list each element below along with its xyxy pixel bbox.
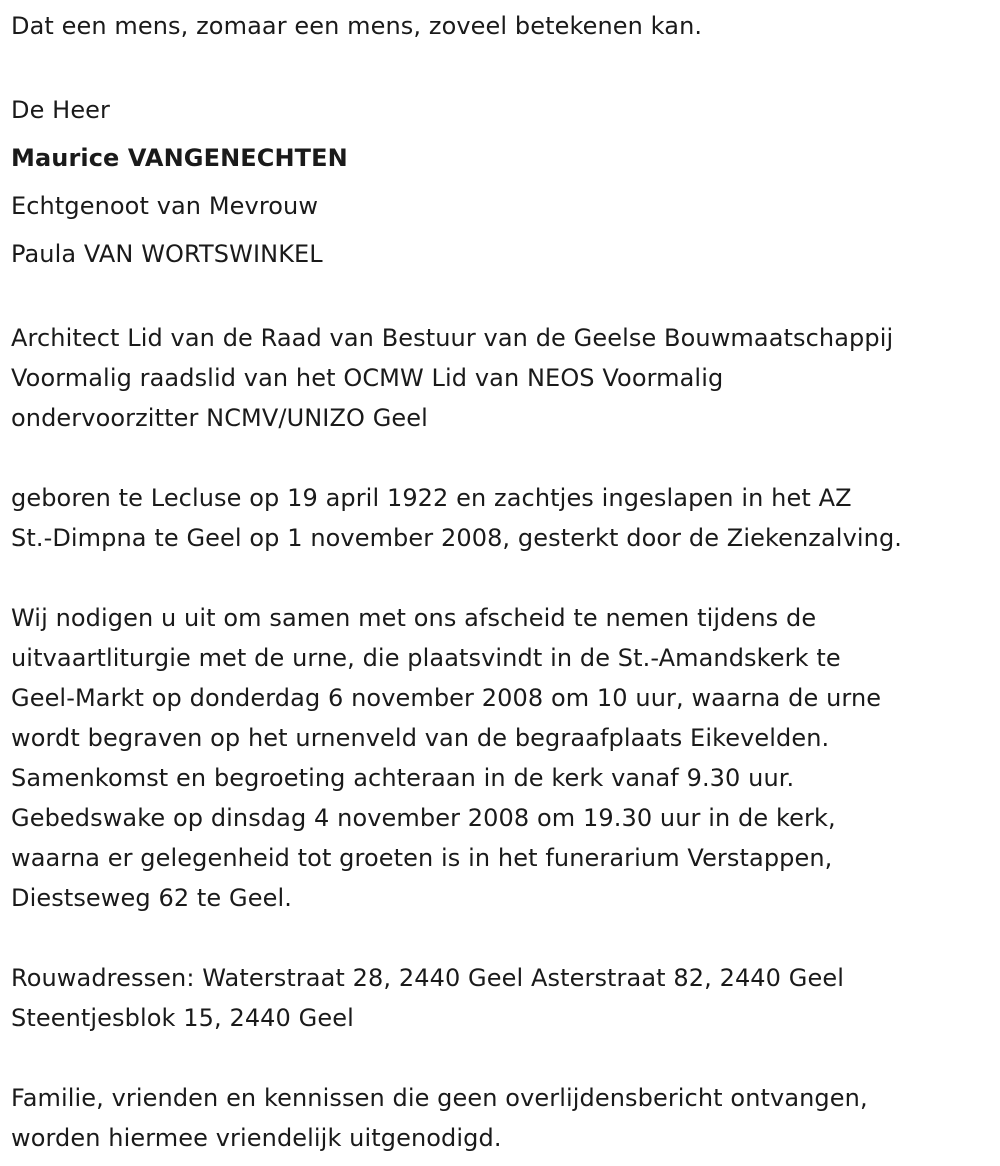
- addresses-block: [11, 958, 991, 1038]
- address-line: Rouwadressen: Waterstraat 28, 2440 Geel Asterstraat 82, 2440 Geel: [11, 964, 844, 992]
- functions-line: ondervoorzitter NCMV/UNIZO Geel: [11, 404, 428, 432]
- invitation-line: wordt begraven op het urnenveld van de begraafplaats Eikevelden.: [11, 724, 830, 752]
- invitation-line: uitvaartliturgie met de urne, die plaatsvindt in de St.-Amandskerk te: [11, 644, 841, 672]
- closing-line: worden hiermee vriendelijk uitgenodigd.: [11, 1124, 502, 1152]
- functions-line: Architect Lid van de Raad van Bestuur van de Geelse Bouwmaatschappij: [11, 324, 894, 352]
- motto-text: Dat een mens, zomaar een mens, zoveel betekenen kan.: [11, 12, 703, 40]
- spouse-label: Echtgenoot van Mevrouw: [11, 192, 319, 220]
- functions-line: Voormalig raadslid van het OCMW Lid van NEOS Voormalig: [11, 364, 724, 392]
- invitation-line: Geel-Markt op donderdag 6 november 2008 om 10 uur, waarna de urne: [11, 684, 882, 712]
- obituary-document: [11, 6, 991, 1158]
- birth-death-line: St.-Dimpna te Geel op 1 november 2008, gesterkt door de Ziekenzalving.: [11, 524, 903, 552]
- header-block: [11, 86, 991, 278]
- address-line: Steentjesblok 15, 2440 Geel: [11, 1004, 354, 1032]
- closing-line: Familie, vrienden en kennissen die geen overlijdensbericht ontvangen,: [11, 1084, 868, 1112]
- title-prefix: De Heer: [11, 96, 111, 124]
- invitation-line: Samenkomst en begroeting achteraan in de kerk vanaf 9.30 uur.: [11, 764, 795, 792]
- invitation-line: Wij nodigen u uit om samen met ons afscheid te nemen tijdens de: [11, 604, 817, 632]
- closing-block: [11, 1078, 991, 1158]
- invitation-line: waarna er gelegenheid tot groeten is in het funerarium Verstappen,: [11, 844, 833, 872]
- birth-death-block: [11, 478, 991, 558]
- spouse-name: Paula VAN WORTSWINKEL: [11, 240, 323, 268]
- birth-death-line: geboren te Lecluse op 19 april 1922 en zachtjes ingeslapen in het AZ: [11, 484, 852, 512]
- invitation-line: Gebedswake op dinsdag 4 november 2008 om 19.30 uur in de kerk,: [11, 804, 836, 832]
- deceased-name: Maurice VANGENECHTEN: [11, 144, 348, 172]
- functions-block: [11, 318, 991, 438]
- invitation-block: [11, 598, 991, 918]
- invitation-line: Diestseweg 62 te Geel.: [11, 884, 292, 912]
- motto-block: [11, 6, 991, 46]
